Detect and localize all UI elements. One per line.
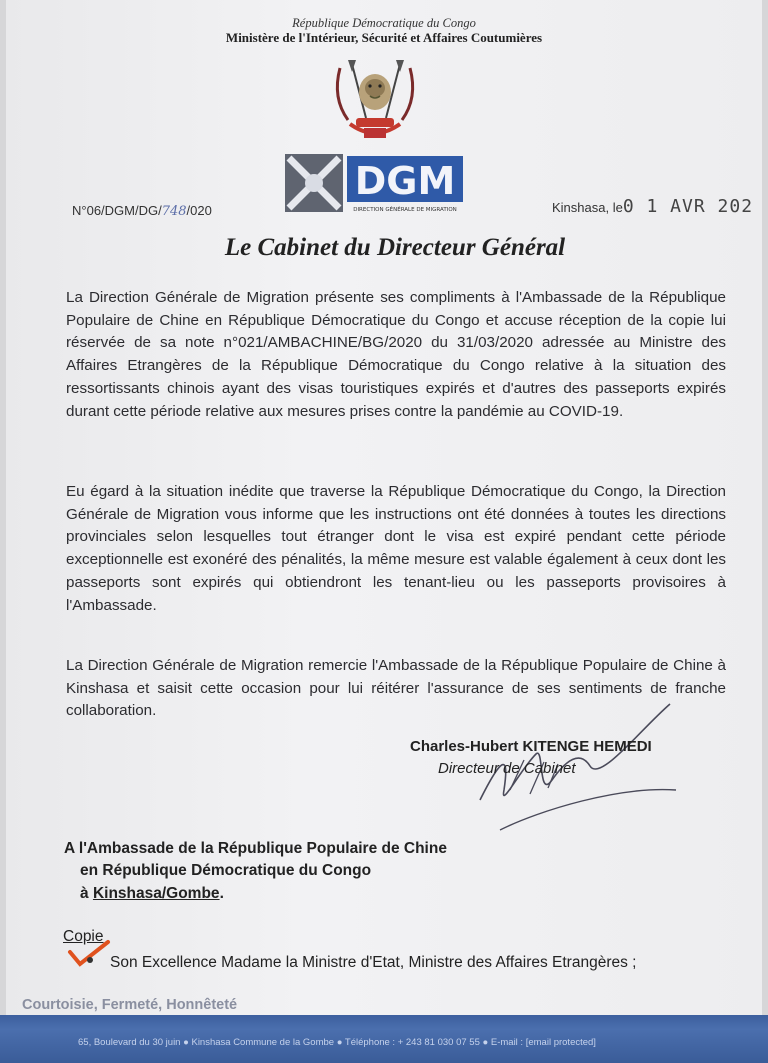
reference-prefix: N°06/DGM/DG/ [72,203,162,218]
reference-handwritten: 748 [161,204,187,219]
date-stamp: 0 1 AVR 202 [622,196,754,217]
date-place: Kinshasa, le [552,200,623,215]
recipient-prefix: à [80,885,93,902]
recipient-city: Kinshasa/Gombe [92,885,220,902]
recipient-line-1: A l'Ambassade de la République Populaire de Chine [64,840,447,857]
body-paragraph-1: La Direction Générale de Migration présente ses compliments à l'Ambassade de la République Populaire de Chine en République Démocratique du Congo et accuse réception de la copie lui réservée de sa note n°021/AMBACHINE/BG/2020 du 31/03/2020 adressée au Ministre des Affaires Etrangères de la République Démocratique du Congo relative à la situation des ressortissants chinois ayant des visas touristiques expirés et d'autres des passeports expirés durant cette période relative aux mesures prises contre la pandémie au COVID-19. [66,289,726,420]
coat-of-arms-emblem [330,58,420,144]
copy-recipient: Son Excellence Madame la Ministre d'Etat, Ministre des Affaires Etrangères ; [110,954,637,971]
reference-suffix: /020 [186,203,212,218]
recipient-line-2: en République Démocratique du Congo [80,862,372,879]
body-paragraph-2: Eu égard à la situation inédite que traverse la République Démocratique du Congo, la Direction Générale de Migration vous informe que les instructions ont été données à toutes les directions provinciales selon lesquelles tout étranger dont le visa est expiré pendant cette période exceptionnelle est exonéré des pénalités, la même mesure est valable également à ceux dont les passeports sont expirés qui obtiendront les tenant-lieu ou les passeports provisoires à l'Ambassade. [66,483,726,614]
dgm-logo [285,154,465,216]
date-line [552,196,753,217]
reference-number [72,203,212,219]
dgm-logo-subtext: DIRECTION GÉNÉRALE DE MIGRATION [353,207,457,213]
republic-heading: République Démocratique du Congo [292,16,476,30]
dgm-logo-text: DGM [354,159,456,203]
footer-address: 65, Boulevard du 30 juin ● Kinshasa Commune de la Gombe ● Téléphone : + 243 81 030 07 55 ● E-mail : [email protected] [78,1037,596,1048]
recipient-line-3 [80,885,224,903]
copy-label: Copie [63,928,104,945]
signer-role: Directeur de Cabinet [438,760,576,777]
ministry-heading: Ministère de l'Intérieur, Sécurité et Affaires Coutumières [225,30,543,45]
document-title: Le Cabinet du Directeur Général [224,234,566,261]
body-paragraph-3: La Direction Générale de Migration remercie l'Ambassade de la République Populaire de Chine à Kinshasa et saisit cette occasion pour lui réitérer l'assurance de ses sentiments de franche collaboration. [66,657,726,720]
recipient-suffix: . [219,885,224,902]
signer-name: Charles-Hubert KITENGE HEMEDI [410,738,652,755]
footer-motto: Courtoisie, Fermeté, Honnêteté [22,997,238,1013]
check-mark-icon [66,938,112,972]
